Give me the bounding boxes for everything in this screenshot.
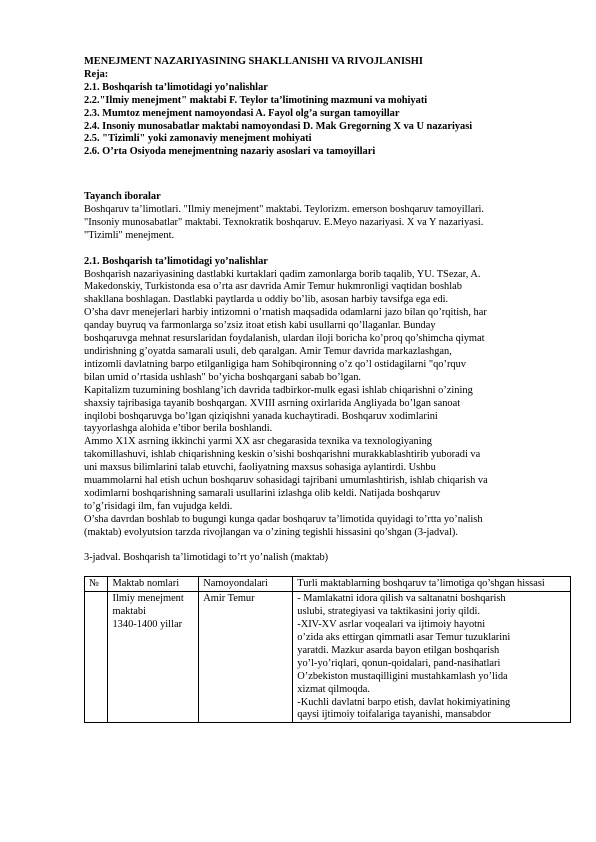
cell-line: O’zbekiston mustaqilligini mustahkamlash yo’lida (297, 670, 508, 682)
keywords-line: "Tizimli" menejment. (84, 229, 175, 241)
cell-line: Ilmiy menejment (112, 593, 184, 605)
plan-item: 2.4. Insoniy munosabatlar maktabi namoyondasi D. Mak Gregorning X va U nazariyasi (84, 120, 473, 132)
body-line: bilan umid o’rtasida ushlash" bo’yicha boshqargani sabab bo’lgan. (84, 371, 362, 383)
body-line: O’sha davr menejerlari harbiy intizomni o’rnatish maqsadida odamlarni jazo bilan qo’rqitish, har (84, 307, 487, 319)
body-line: shakllana boshlagan. Dastlabki paytlarda u oddiy bo’lib, asosan harbiy tavsifga ega edi. (84, 294, 449, 306)
table-header-row (85, 577, 571, 592)
cell-line: maktabi (112, 606, 146, 618)
body-line: tayyorlashga alohida e’tibor berila boshlandi. (84, 423, 273, 435)
body-line: Kapitalizm tuzumining boshlang’ich davrida tadbirkor-mulk egasi ishlab chiqarishni o’zining (84, 384, 473, 396)
plan-item: 2.3. Mumtoz menejment namoyondasi A. Fayol olg’a surgan tamoyillar (84, 107, 400, 119)
body-line: uni maxsus bilimlarini talab etuvchi, faoliyatning maxsus sohasiga aylantirdi. Ushbu (84, 462, 436, 474)
body-line: xodimlarni boshqarishning samarali usullarini izlashga olib keldi. Natijada boshqaruv (84, 487, 441, 499)
cell-line: -Kuchli davlatni barpo etish, davlat hokimiyatining (297, 696, 511, 708)
cell-line: uslubi, strategiyasi va taktikasini joriy qildi. (297, 606, 480, 618)
table-cell-num (85, 592, 108, 723)
body-line: inqilobi boshqaruvga bo’lgan qiziqishni yanada kuchaytiradi. Boshqaruv xodimlarini (84, 410, 438, 422)
cell-line: o’zida aks ettirgan qimmatli asar Temur tuzuklarini (297, 632, 511, 644)
cell-line: yaratdi. Mazkur asarda bayon etilgan boshqarish (297, 644, 500, 656)
table-cell-representative: Amir Temur (199, 592, 293, 723)
table-header-cell: Turli maktablarning boshqaruv ta’limotiga qo’shgan hissasi (293, 577, 571, 592)
body-line: boshqaruvga mehnat resurslaridan foydalanish, ulardan iloji boricha ko’proq qo’shimcha qiymat (84, 333, 485, 345)
plan-item: 2.5. "Tizimli" yoki zamonaviy menejment mohiyati (84, 133, 312, 145)
body-line: to’g’risidagi ilm, fan vujudga keldi. (84, 500, 233, 512)
document-title: MENEJMENT NAZARIYASINING SHAKLLANISHI VA RIVOJLANISHI (84, 56, 423, 67)
body-line: muammolarni hal etish uchun boshqaruv sohasidagi tajribani umumlashtirish, ishlab chiqarish va (84, 475, 488, 487)
keywords-line: Boshqaruv ta’limotlari. "Ilmiy menejment" maktabi. Teylorizm. emerson boshqaruv tamoyillari. (84, 204, 485, 216)
body-line: (maktab) evolyutsion tarzda rivojlangan va o’zining tegishli hissasini qo’shgan (3-jadval). (84, 526, 458, 538)
schools-table (84, 576, 571, 723)
section-heading: 2.1. Boshqarish ta’limotidagi yo’nalishlar (84, 255, 268, 267)
table-header-cell: № (85, 577, 108, 592)
table-header-cell: Maktab nomlari (108, 577, 199, 592)
body-line: Ammo X1X asrning ikkinchi yarmi XX asr chegarasida texnika va texnologiyaning (84, 436, 432, 448)
cell-line: 1340-1400 yillar (112, 619, 183, 631)
body-line: takomillashuvi, ishlab chiqarishning keskin o’sishi boshqarishni murakkablashtirib yuboradi va (84, 449, 481, 461)
table-caption: 3-jadval. Boshqarish ta’limotidagi to’rt yo’nalish (maktab) (84, 552, 329, 564)
body-line: undirishning g’oyatda samarali usuli, deb qaralgan. Amir Temur davrida markazlashgan, (84, 346, 452, 357)
plan-heading: Reja: (84, 68, 109, 80)
body-line: shaxsiy tajribasiga tayanib boshqargan. XVIII asrning oxirlarida Angliyada bo’lgan sanoat (84, 397, 461, 409)
cell-line: qaysi ijtimoiy toifalariga tayanishi, mansabdor (297, 709, 491, 721)
plan-item: 2.6. O’rta Osiyoda menejmentning nazariy asoslari va tamoyillari (84, 146, 376, 158)
plan-item: 2.2."Ilmiy menejment" maktabi F. Teylor ta’limotining mazmuni va mohiyati (84, 94, 428, 106)
plan-item: 2.1. Boshqarish ta’limotidagi yo’nalishlar (84, 81, 268, 93)
table-cell-contribution (293, 592, 571, 723)
cell-line: yo’l-yo’riqlari, qonun-qoidalari, pand-nasihatlari (297, 657, 501, 669)
cell-line: -XIV-XV asrlar voqealari va ijtimoiy hayotni (297, 619, 486, 631)
body-line: O’sha davrdan boshlab to bugungi kunga qadar boshqaruv ta’limotida quyidagi to’rtta yo’nalish (84, 513, 483, 525)
keywords-line: "Insoniy munosabatlar" maktabi. Texnokratik boshqaruv. E.Meyo nazariyasi. X va Y nazariyasi. (84, 216, 484, 228)
table-row (85, 592, 571, 723)
cell-line: - Mamlakatni idora qilish va saltanatni boshqarish (297, 593, 506, 605)
table-header-cell: Namoyondalari (199, 577, 293, 592)
keywords-heading: Tayanch iboralar (84, 191, 161, 203)
body-line: Boshqarish nazariyasining dastlabki kurtaklari qadim zamonlarga borib taqalib, YU. TSezar, A. (84, 268, 481, 280)
cell-line: xizmat qilmoqda. (297, 683, 370, 695)
document-page (84, 56, 572, 723)
body-line: qanday buyruq va farmonlarga so’zsiz itoat etish kabi usullarni qo’llaganlar. Bunday (84, 320, 436, 332)
body-line: intizomli davlatning barpo etilganligiga ham Sohibqironning o’z qo’l ostidagilarni "qo’rquv (84, 358, 466, 370)
body-line: Makedonskiy, Turkistonda esa o’rta asr davrida Amir Temur hukmronligi vaqtidan boshlab (84, 281, 462, 293)
table-cell-school (108, 592, 199, 723)
